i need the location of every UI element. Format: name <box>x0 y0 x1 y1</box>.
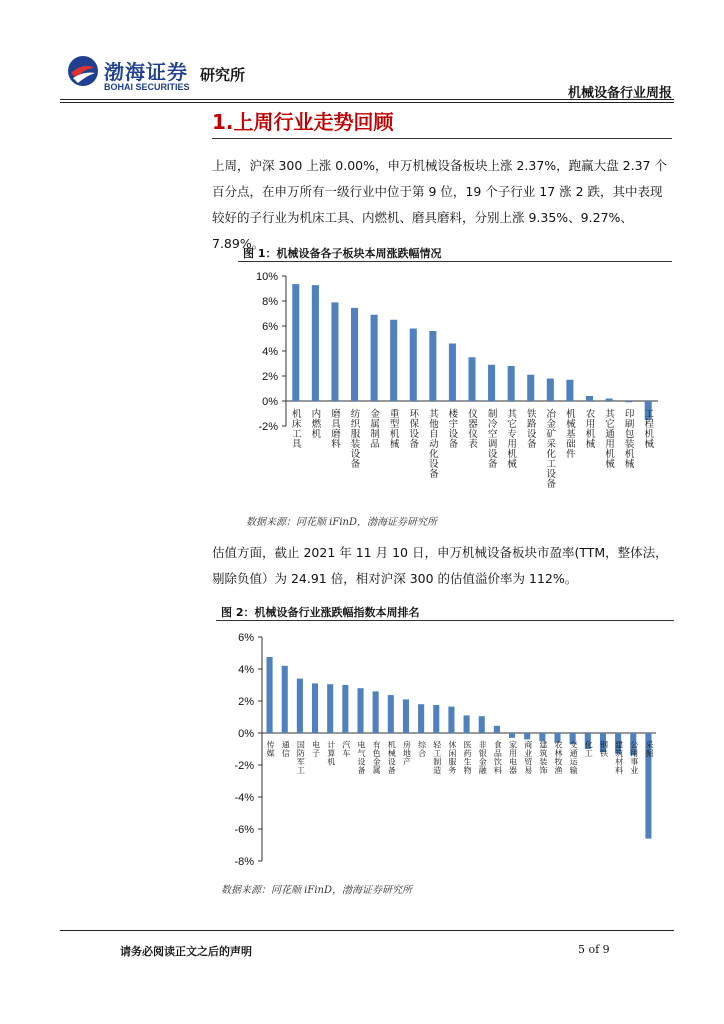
chart1-bar <box>410 329 417 402</box>
figure-2-source: 数据来源：同花顺 iFinD，渤海证券研究所 <box>221 885 412 896</box>
chart2-category-label: 传媒 <box>266 740 275 758</box>
chart2-category-label: 钢铁 <box>599 740 608 758</box>
chart1-category-label: 其它专用机械 <box>507 409 517 470</box>
chart1-category-label: 其他自动化设备 <box>429 409 439 480</box>
chart1-y-tick-label: 4% <box>262 346 278 358</box>
chart2-bar <box>464 715 470 733</box>
chart1-bar <box>547 379 554 402</box>
chart2-bar <box>327 684 333 733</box>
chart1-category-label: 楼宇设备 <box>448 409 459 450</box>
figure-1-source: 数据来源：同花顺 iFinD，渤海证券研究所 <box>246 517 437 528</box>
chart2-y-tick-label: 2% <box>238 696 254 708</box>
chart2-bar <box>297 679 303 733</box>
chart1-category-label: 机床工具 <box>292 409 302 450</box>
chart2-bar <box>494 726 500 733</box>
chart2-category-label: 电子 <box>312 740 321 758</box>
chart1-y-tick-label: 8% <box>262 296 278 308</box>
chart2-category-label: 电气设备 <box>357 740 366 775</box>
market-review-paragraph: 上周，沪深 300 上涨 0.00%，申万机械设备板块上涨 2.37%，跑赢大盘 2.37 个百分点，在申万所有一级行业中位于第 9 位，19 个子行业 17 涨 2 跌，其中表现较好的子行业为机床工具、内燃机、磨具磨料，分别上涨 9.35%、9.27%、7.89%。 <box>212 158 667 251</box>
chart2-category-label: 食品饮料 <box>493 740 502 775</box>
chart1-bar <box>527 375 534 401</box>
chart2-bar <box>403 699 409 733</box>
chart1-category-label: 冶金矿采化工设备 <box>546 409 557 490</box>
chart2-y-tick-label: 6% <box>238 632 254 644</box>
chart2-category-label: 机械设备 <box>387 740 396 775</box>
chart1-category-label: 铁路设备 <box>526 409 537 450</box>
chart1-category-label: 机械基础件 <box>566 409 576 460</box>
chart1-bar <box>292 284 299 401</box>
chart2-category-label: 化工 <box>584 740 593 758</box>
header-divider-secondary <box>60 102 674 103</box>
chart2-category-label: 综合 <box>418 740 427 758</box>
chart1-bar <box>606 399 613 402</box>
chart2-category-label: 采掘 <box>645 740 654 758</box>
chart1-y-tick-label: 6% <box>262 321 278 333</box>
chart1-category-label: 重型机械 <box>389 409 400 450</box>
chart1-bar <box>508 366 515 401</box>
chart1-bar <box>468 357 475 401</box>
chart2-bar <box>418 704 424 733</box>
chart2-category-label: 通信 <box>281 740 290 758</box>
chart2-category-label: 轻工制造 <box>433 740 442 775</box>
chart1-category-label: 印刷包装机械 <box>624 409 635 470</box>
chart2-category-label: 休闲服务 <box>448 740 457 775</box>
chart2-bar <box>509 733 515 738</box>
logo-chinese-name: 渤海证券 <box>104 60 188 84</box>
page-header <box>60 48 674 104</box>
header-divider <box>60 99 674 100</box>
valuation-paragraph: 估值方面，截止 2021 年 11 月 10 日，申万机械设备板块市盈率(TTM，整体法，剔除负值）为 24.91 倍，相对沪深 300 的估值溢价率为 112%。 <box>212 545 668 586</box>
chart2-y-tick-label: 0% <box>238 728 254 740</box>
chart1-y-tick-label: 0% <box>262 396 278 408</box>
chart1-y-tick-label: -2% <box>258 421 278 433</box>
chart2-bar <box>312 683 318 733</box>
chart2-category-label: 医药生物 <box>463 740 472 775</box>
subsector-change-chart <box>238 262 674 508</box>
chart1-category-label: 其它通用机械 <box>605 409 615 470</box>
chart1-bar <box>331 302 338 401</box>
chart1-category-label: 制冷空调设备 <box>487 409 498 470</box>
chart2-y-tick-label: 4% <box>238 664 254 676</box>
chart2-category-label: 公用事业 <box>630 740 639 775</box>
chart1-category-label: 工程机械 <box>644 409 654 450</box>
logo-subtitle: 研究所 <box>200 66 246 84</box>
chart1-y-tick-label: 10% <box>255 271 278 283</box>
chart1-y-tick-label: 2% <box>262 371 278 383</box>
chart1-category-label: 金属制品 <box>370 409 380 450</box>
industry-ranking-chart <box>216 621 674 877</box>
chart2-category-label: 非银金融 <box>478 740 487 775</box>
chart2-category-label: 计算机 <box>327 740 336 767</box>
chart2-category-label: 商业贸易 <box>524 740 533 775</box>
chart1-category-label: 仪器仪表 <box>468 409 478 450</box>
chart2-y-tick-label: -8% <box>234 856 254 868</box>
bohai-logo-icon <box>66 54 100 88</box>
logo-english-name: BOHAI SECURITIES <box>104 82 190 92</box>
chart1-bar <box>586 396 593 401</box>
chart2-y-tick-label: -2% <box>234 760 254 772</box>
chart2-bar <box>388 695 394 733</box>
chart2-bar <box>267 657 273 733</box>
chart1-bar <box>429 331 436 401</box>
chart1-category-label: 内燃机 <box>311 409 322 440</box>
chart1-bar <box>566 380 573 401</box>
chart2-y-tick-label: -6% <box>234 824 254 836</box>
section-divider <box>212 138 672 139</box>
chart1-bar <box>312 285 319 401</box>
chart1-category-label: 纺织服装设备 <box>350 409 361 470</box>
chart2-bar <box>282 666 288 733</box>
chart2-y-tick-label: -4% <box>234 792 254 804</box>
chart2-bar <box>433 705 439 733</box>
chart1-category-label: 环保设备 <box>409 409 420 450</box>
chart2-category-label: 国防军工 <box>296 740 305 775</box>
chart1-bar <box>371 315 378 401</box>
chart1-bar <box>390 320 397 401</box>
figure-2-title: 图 2：机械设备行业涨跌幅指数本周排名 <box>221 606 420 619</box>
chart1-category-label: 农用机械 <box>585 409 596 450</box>
chart2-category-label: 农林牧渔 <box>554 740 563 775</box>
chart2-bar <box>373 691 379 733</box>
chart2-category-label: 建筑材料 <box>615 740 624 775</box>
report-title: 机械设备行业周报 <box>567 86 672 101</box>
chart2-category-label: 家用电器 <box>509 740 518 775</box>
chart2-category-label: 建筑装饰 <box>539 740 548 775</box>
page-number: 5 of 9 <box>578 943 610 956</box>
chart2-bar <box>524 733 530 739</box>
chart2-bar <box>342 685 348 733</box>
chart2-category-label: 有色金属 <box>372 740 381 775</box>
chart2-category-label: 交通运输 <box>569 740 578 775</box>
chart2-category-label: 汽车 <box>342 740 351 758</box>
chart2-bar <box>357 688 363 733</box>
footer-divider <box>60 930 674 931</box>
chart1-category-label: 磨具磨料 <box>331 409 341 450</box>
chart1-bar <box>351 308 358 401</box>
figure-1-title: 图 1：机械设备各子板块本周涨跌幅情况 <box>243 247 442 260</box>
chart1-bar <box>625 401 632 402</box>
chart1-bar <box>488 365 495 401</box>
chart2-category-label: 房地产 <box>402 740 411 767</box>
chart1-bar <box>449 344 456 402</box>
chart2-bar <box>479 716 485 733</box>
section-title: 1.上周行业走势回顾 <box>212 110 394 134</box>
chart2-bar <box>448 707 454 733</box>
footer-disclaimer: 请务必阅读正文之后的声明 <box>120 945 252 958</box>
